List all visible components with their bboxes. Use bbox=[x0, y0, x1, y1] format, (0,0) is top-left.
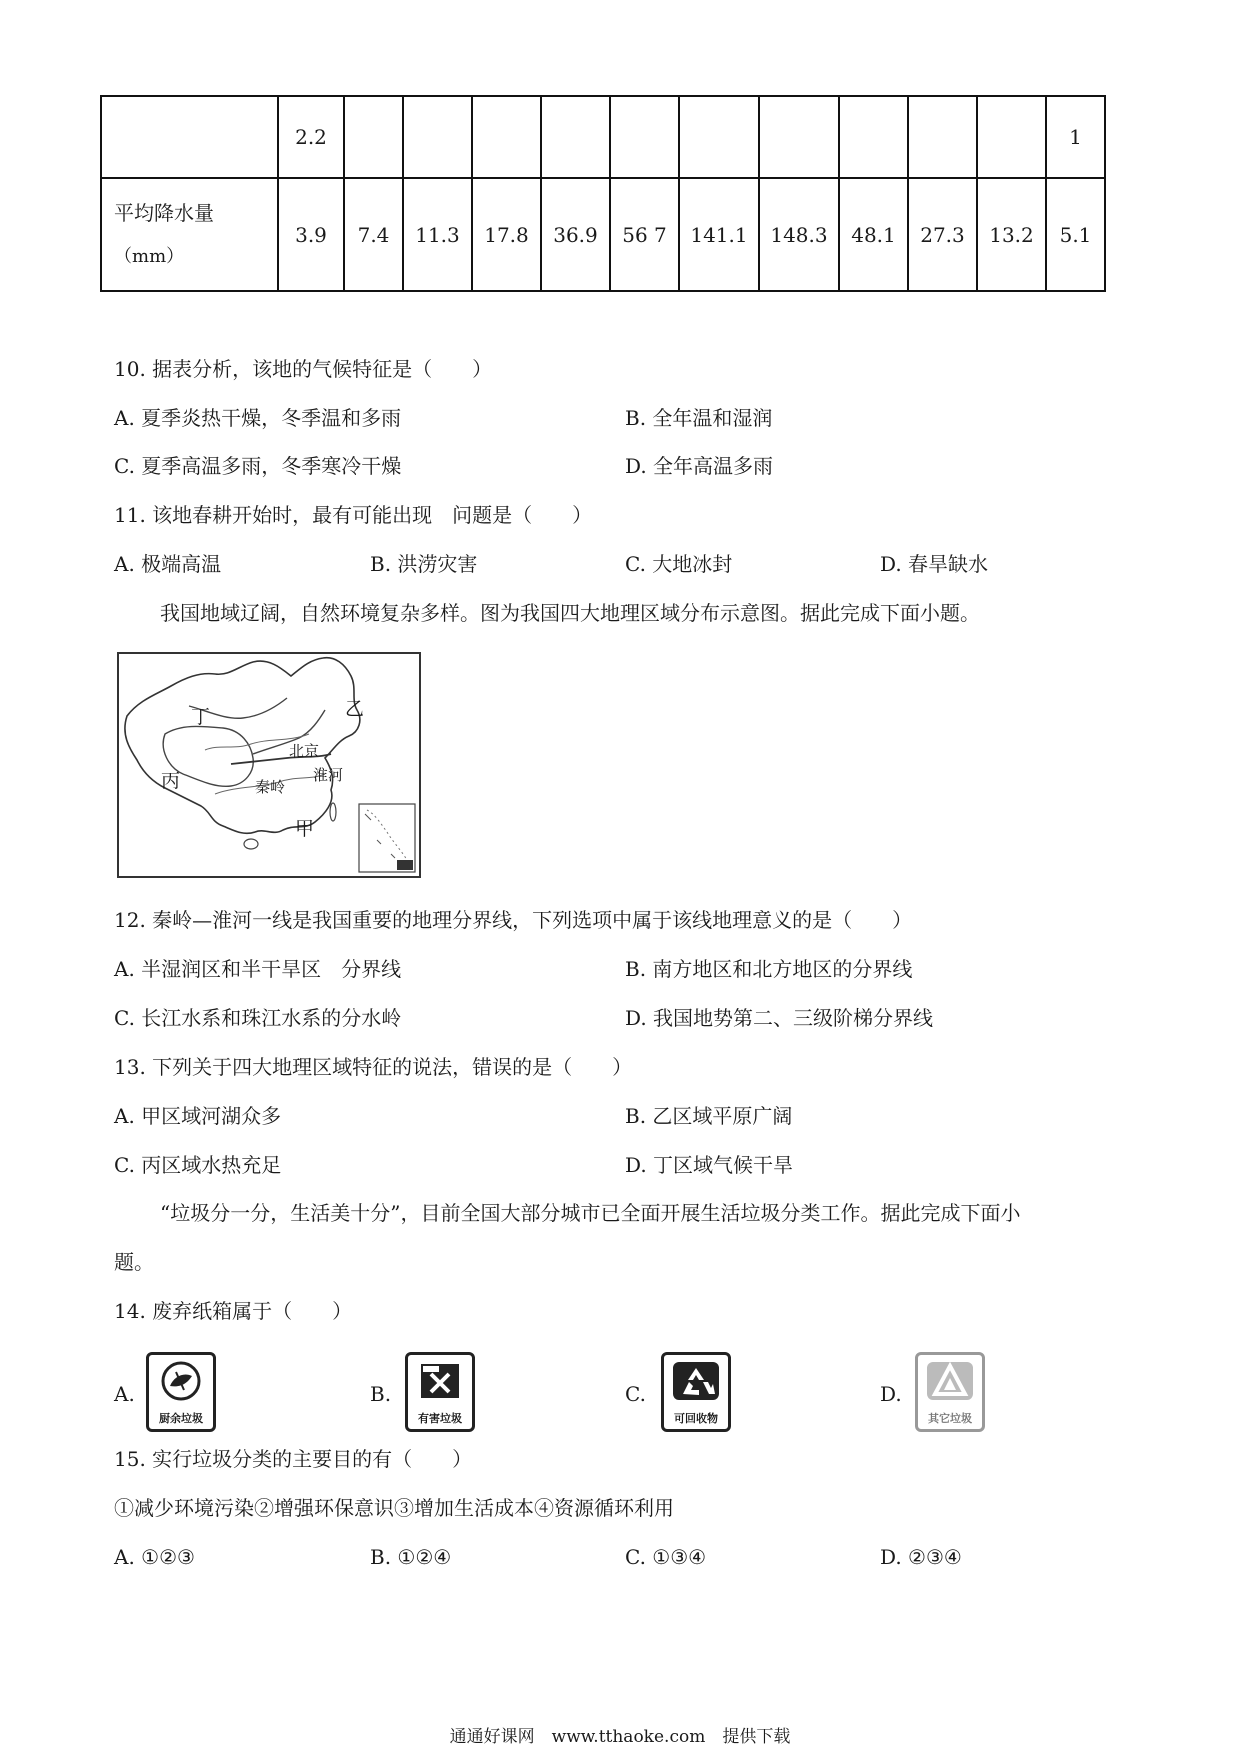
table-cell bbox=[610, 96, 679, 178]
question-10-stem: 10. 据表分析，该地的气候特征是（ ） bbox=[114, 357, 493, 381]
table-cell: 27.3 bbox=[908, 178, 977, 291]
table-cell: 11.3 bbox=[403, 178, 472, 291]
bin-caption: 有害垃圾 bbox=[418, 1412, 462, 1425]
question-11-stem: 11. 该地春耕开始时，最有可能出现 问题是（ ） bbox=[114, 503, 593, 527]
q10-option-c[interactable]: C. 夏季高温多雨，冬季寒冷干燥 bbox=[114, 454, 402, 478]
question-13-stem: 13. 下列关于四大地理区域特征的说法，错误的是（ ） bbox=[114, 1055, 633, 1079]
other-waste-icon bbox=[923, 1360, 977, 1402]
table-cell: 13.2 bbox=[977, 178, 1046, 291]
kitchen-waste-bin-icon[interactable] bbox=[146, 1352, 216, 1432]
page-footer: 通通好课网 www.tthaoke.com 提供下载 bbox=[449, 1727, 791, 1747]
table-cell bbox=[908, 96, 977, 178]
question-14-stem: 14. 废弃纸箱属于（ ） bbox=[114, 1299, 353, 1323]
map-intro-text: 我国地域辽阔，自然环境复杂多样。图为我国四大地理区域分布示意图。据此完成下面小题。 bbox=[160, 601, 980, 625]
q14-option-c[interactable]: C. bbox=[625, 1382, 646, 1406]
q12-option-b[interactable]: B. 南方地区和北方地区的分界线 bbox=[625, 957, 913, 981]
table-cell bbox=[759, 96, 839, 178]
table-cell bbox=[472, 96, 541, 178]
table-cell: 36.9 bbox=[541, 178, 610, 291]
q11-option-b[interactable]: B. 洪涝灾害 bbox=[370, 552, 478, 576]
waste-intro-text: “垃圾分一分，生活美十分”，目前全国大部分城市已全面开展生活垃圾分类工作。据此完成下面小 bbox=[160, 1201, 1021, 1225]
table-cell: 7.4 bbox=[344, 178, 403, 291]
q11-option-c[interactable]: C. 大地冰封 bbox=[625, 552, 733, 576]
table-cell bbox=[839, 96, 908, 178]
bin-caption: 可回收物 bbox=[674, 1412, 718, 1425]
q15-statements: ①减少环境污染②增强环保意识③增加生活成本④资源循环利用 bbox=[114, 1496, 674, 1520]
map-label-qinling: 秦岭 bbox=[255, 778, 286, 796]
china-regions-map bbox=[117, 652, 421, 878]
row-label bbox=[101, 178, 278, 291]
china-outline-drawing bbox=[119, 654, 419, 876]
table-cell: 17.8 bbox=[472, 178, 541, 291]
recyclable-bin-icon[interactable] bbox=[661, 1352, 731, 1432]
map-label-yi: 乙 bbox=[345, 698, 365, 720]
q12-option-c[interactable]: C. 长江水系和珠江水系的分水岭 bbox=[114, 1006, 402, 1030]
q10-option-d[interactable]: D. 全年高温多雨 bbox=[625, 454, 774, 478]
q15-option-b[interactable]: B. ①②④ bbox=[370, 1545, 452, 1569]
waste-intro-text-cont: 题。 bbox=[114, 1250, 154, 1274]
table-cell bbox=[977, 96, 1046, 178]
hazardous-icon bbox=[413, 1360, 467, 1402]
row-label bbox=[101, 96, 278, 178]
q13-option-b[interactable]: B. 乙区域平原广阔 bbox=[625, 1104, 793, 1128]
map-label-bing: 丙 bbox=[161, 770, 181, 792]
bin-caption: 厨余垃圾 bbox=[159, 1412, 203, 1425]
q15-option-c[interactable]: C. ①③④ bbox=[625, 1545, 707, 1569]
q11-option-a[interactable]: A. 极端高温 bbox=[114, 552, 222, 576]
q13-option-a[interactable]: A. 甲区域河湖众多 bbox=[114, 1104, 282, 1128]
map-label-huaihe: 淮河 bbox=[313, 766, 344, 784]
q13-option-d[interactable]: D. 丁区域气候干旱 bbox=[625, 1153, 794, 1177]
map-label-ding: 丁 bbox=[191, 706, 211, 728]
table-cell: 3.9 bbox=[278, 178, 344, 291]
table-row bbox=[101, 96, 1105, 178]
q14-option-a[interactable]: A. bbox=[114, 1382, 135, 1406]
bin-caption: 其它垃圾 bbox=[928, 1412, 972, 1425]
q13-option-c[interactable]: C. 丙区域水热充足 bbox=[114, 1153, 282, 1177]
q10-option-b[interactable]: B. 全年温和湿润 bbox=[625, 406, 773, 430]
table-row bbox=[101, 178, 1105, 291]
table-cell bbox=[541, 96, 610, 178]
q12-option-a[interactable]: A. 半湿润区和半干旱区 分界线 bbox=[114, 957, 402, 981]
table-cell: 148.3 bbox=[759, 178, 839, 291]
map-label-jia: 甲 bbox=[295, 818, 315, 840]
table-cell: 56 7 bbox=[610, 178, 679, 291]
table-cell: 5.1 bbox=[1046, 178, 1105, 291]
table-cell: 2.2 bbox=[278, 96, 344, 178]
map-label-beijing: 北京 bbox=[289, 742, 320, 760]
other-waste-bin-icon[interactable] bbox=[915, 1352, 985, 1432]
climate-table bbox=[100, 95, 1106, 292]
recycle-icon bbox=[669, 1360, 723, 1402]
q14-option-b[interactable]: B. bbox=[370, 1382, 392, 1406]
q15-option-a[interactable]: A. ①②③ bbox=[114, 1545, 195, 1569]
table-cell: 48.1 bbox=[839, 178, 908, 291]
question-12-stem: 12. 秦岭—淮河一线是我国重要的地理分界线，下列选项中属于该线地理意义的是（ ） bbox=[114, 908, 913, 932]
table-cell: 1 bbox=[1046, 96, 1105, 178]
question-15-stem: 15. 实行垃圾分类的主要目的有（ ） bbox=[114, 1447, 473, 1471]
hazardous-waste-bin-icon[interactable] bbox=[405, 1352, 475, 1432]
food-waste-icon bbox=[154, 1360, 208, 1402]
q14-option-d[interactable]: D. bbox=[880, 1382, 902, 1406]
q10-option-a[interactable]: A. 夏季炎热干燥，冬季温和多雨 bbox=[114, 406, 402, 430]
q12-option-d[interactable]: D. 我国地势第二、三级阶梯分界线 bbox=[625, 1006, 934, 1030]
table-cell: 141.1 bbox=[679, 178, 759, 291]
table-cell bbox=[679, 96, 759, 178]
table-cell bbox=[344, 96, 403, 178]
row-label-line2: （mm） bbox=[114, 245, 185, 267]
q15-option-d[interactable]: D. ②③④ bbox=[880, 1545, 962, 1569]
row-label-line1: 平均降水量 bbox=[114, 200, 214, 225]
q11-option-d[interactable]: D. 春旱缺水 bbox=[880, 552, 989, 576]
table-cell bbox=[403, 96, 472, 178]
